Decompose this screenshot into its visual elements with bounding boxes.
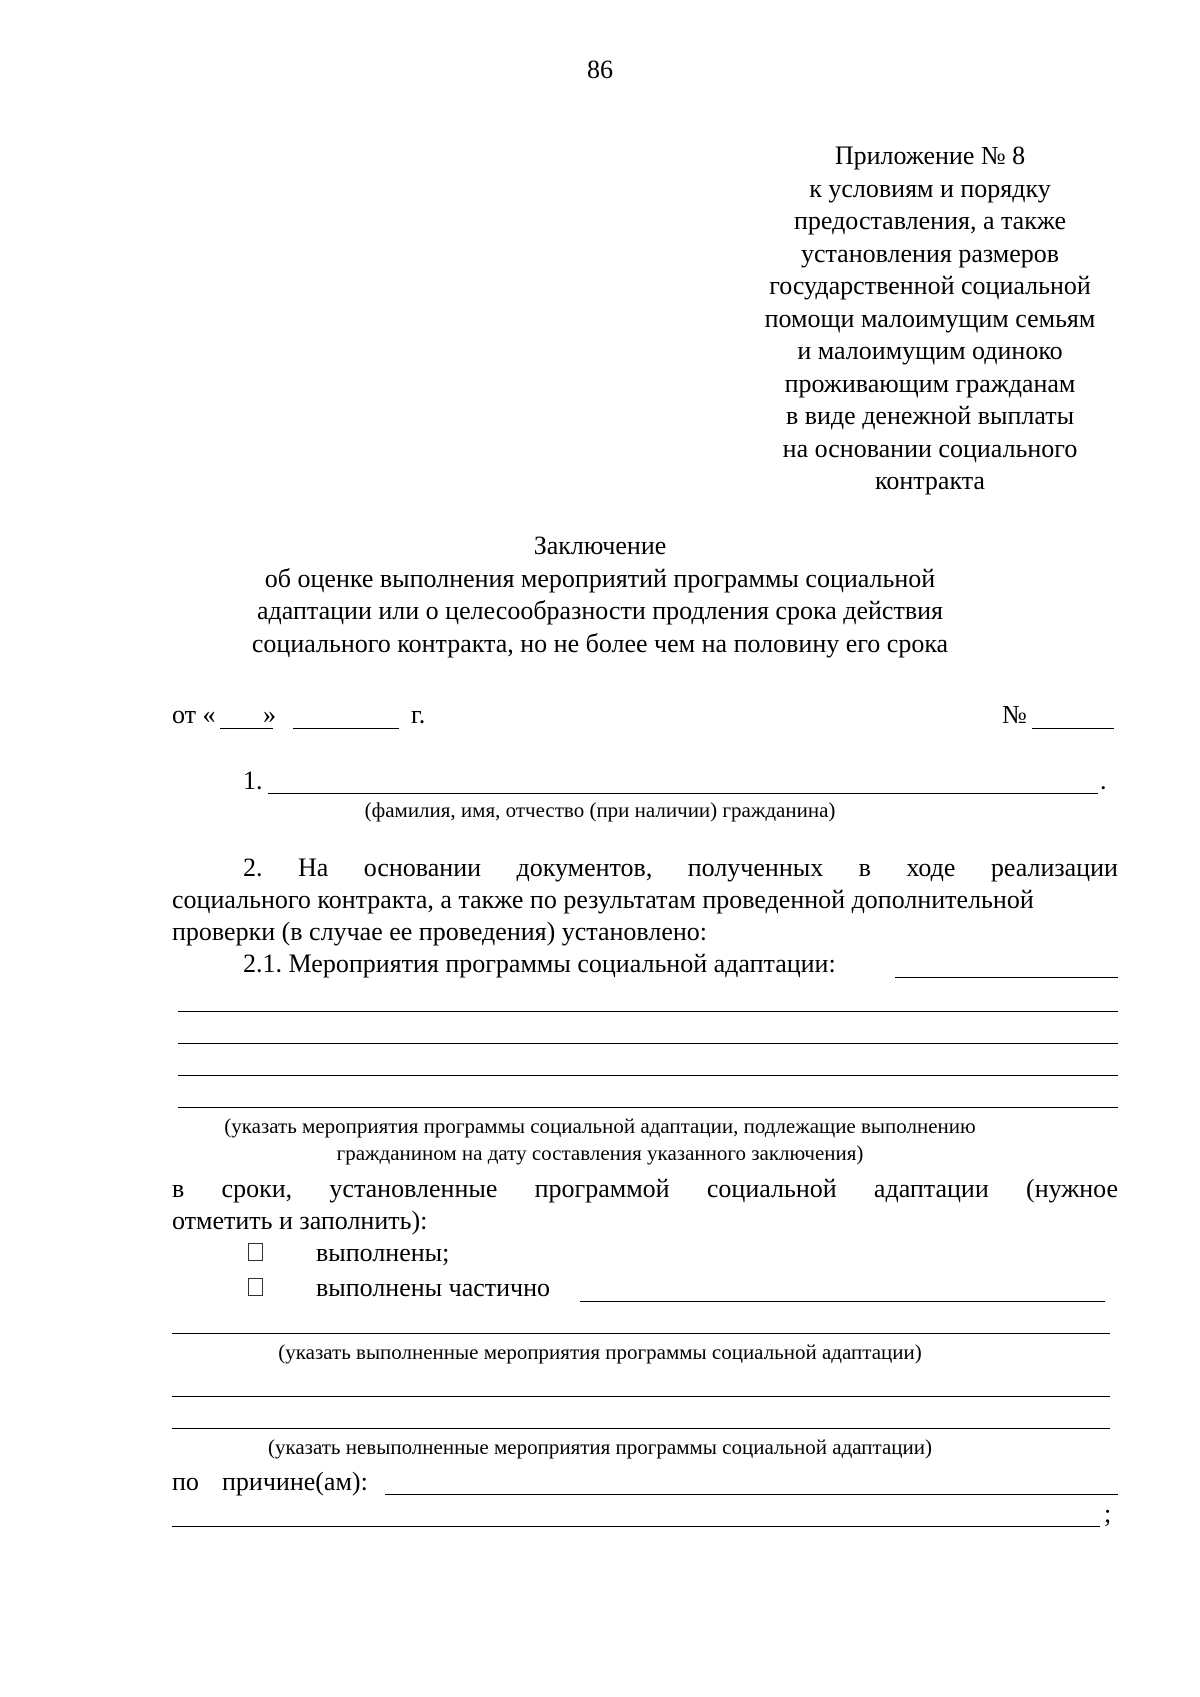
date-year-suffix: г. (411, 700, 426, 729)
reasons-end: ; (1104, 1499, 1112, 1528)
item2-word: полученных (687, 853, 824, 882)
title-line: адаптации или о целесообразности продления срока действия (257, 596, 943, 625)
activities-line[interactable] (178, 1107, 1118, 1108)
item2-word: реализации (990, 853, 1118, 882)
appendix-line: в виде денежной выплаты (785, 401, 1075, 430)
item2-word: На (297, 853, 329, 882)
appendix-line: предоставления, а также (793, 206, 1067, 235)
date-mid: » (263, 700, 276, 729)
reasons-word-1: по (172, 1467, 199, 1496)
number-label: № (1002, 700, 1027, 729)
item2-word: 2. (243, 853, 263, 882)
item2-line3: проверки (в случае ее проведения) установлено: (172, 917, 708, 946)
appendix-line: помощи малоимущим семьям (764, 303, 1096, 333)
terms-word: в (172, 1174, 185, 1203)
citizen-name-field[interactable] (268, 793, 1098, 794)
option-completed-checkbox[interactable] (248, 1243, 263, 1261)
partial-field[interactable] (580, 1301, 1105, 1302)
item1-number: 1. (243, 766, 263, 795)
appendix-line: государственной социальной (769, 271, 1091, 300)
appendix-line: к условиям и порядку (809, 173, 1051, 203)
terms-line1 (172, 1173, 1118, 1206)
option-partial-label: выполнены частично (316, 1273, 551, 1302)
date-prefix: от « (172, 700, 216, 729)
terms-word: социальной (706, 1174, 837, 1203)
appendix-line: установления размеров (800, 238, 1060, 268)
option-partial-checkbox[interactable] (248, 1278, 263, 1296)
terms-word: программой (534, 1174, 670, 1203)
item2-word: в (858, 853, 871, 882)
activities-caption-2: гражданином на дату составления указанного заключения) (336, 1141, 864, 1165)
not-done-activities-caption: (указать невыполненные мероприятия программы социальной адаптации) (267, 1435, 933, 1459)
done-activities-caption: (указать выполненные мероприятия программы социальной адаптации) (278, 1340, 922, 1364)
reasons-word-2: причине(ам): (222, 1467, 368, 1496)
item2-word: ходе (906, 853, 956, 882)
appendix-block (700, 140, 1160, 498)
appendix-line: проживающим гражданам (784, 368, 1076, 398)
appendix-line: и малоимущим одиноко (797, 336, 1063, 365)
activities-field[interactable] (895, 977, 1118, 978)
reasons-line[interactable] (172, 1526, 1100, 1527)
appendix-line: Приложение № 8 (834, 141, 1026, 170)
item2-1-label: 2.1. Мероприятия программы социальной адаптации: (243, 949, 836, 978)
activities-line[interactable] (178, 1043, 1118, 1044)
terms-word: адаптации (873, 1174, 989, 1203)
option-completed-label: выполнены; (316, 1238, 450, 1267)
not-done-activities-line[interactable] (172, 1396, 1110, 1397)
done-activities-line[interactable] (172, 1333, 1110, 1334)
activities-caption-1: (указать мероприятия программы социальной адаптации, подлежащие выполнению (224, 1114, 976, 1138)
terms-line2: отметить и заполнить): (172, 1206, 428, 1235)
item2-word: документов, (516, 853, 653, 882)
terms-word: сроки, (221, 1174, 293, 1203)
document-number-field[interactable] (1032, 728, 1114, 729)
activities-line[interactable] (178, 1011, 1118, 1012)
terms-word: (нужное (1026, 1174, 1118, 1203)
terms-word: установленные (329, 1174, 498, 1203)
title-heading: Заключение (533, 531, 667, 560)
title-line: об оценке выполнения мероприятий программы социальной (264, 563, 936, 593)
citizen-name-caption: (фамилия, имя, отчество (при наличии) гражданина) (364, 798, 836, 822)
item2-word: основании (363, 853, 482, 882)
document-title (200, 530, 1000, 660)
item2-line1 (243, 852, 1118, 885)
title-line: социального контракта, но не более чем на половину его срока (251, 628, 949, 658)
appendix-line: контракта (875, 466, 985, 495)
item1-end: . (1100, 766, 1107, 795)
activities-line[interactable] (178, 1075, 1118, 1076)
page-number: 86 (587, 55, 613, 84)
item2-line2: социального контракта, а также по результатам проведенной дополнительной (172, 885, 1034, 914)
date-month-field[interactable] (293, 728, 399, 729)
appendix-line: на основании социального (782, 433, 1078, 463)
not-done-activities-line[interactable] (172, 1428, 1110, 1429)
reasons-field[interactable] (385, 1494, 1118, 1495)
